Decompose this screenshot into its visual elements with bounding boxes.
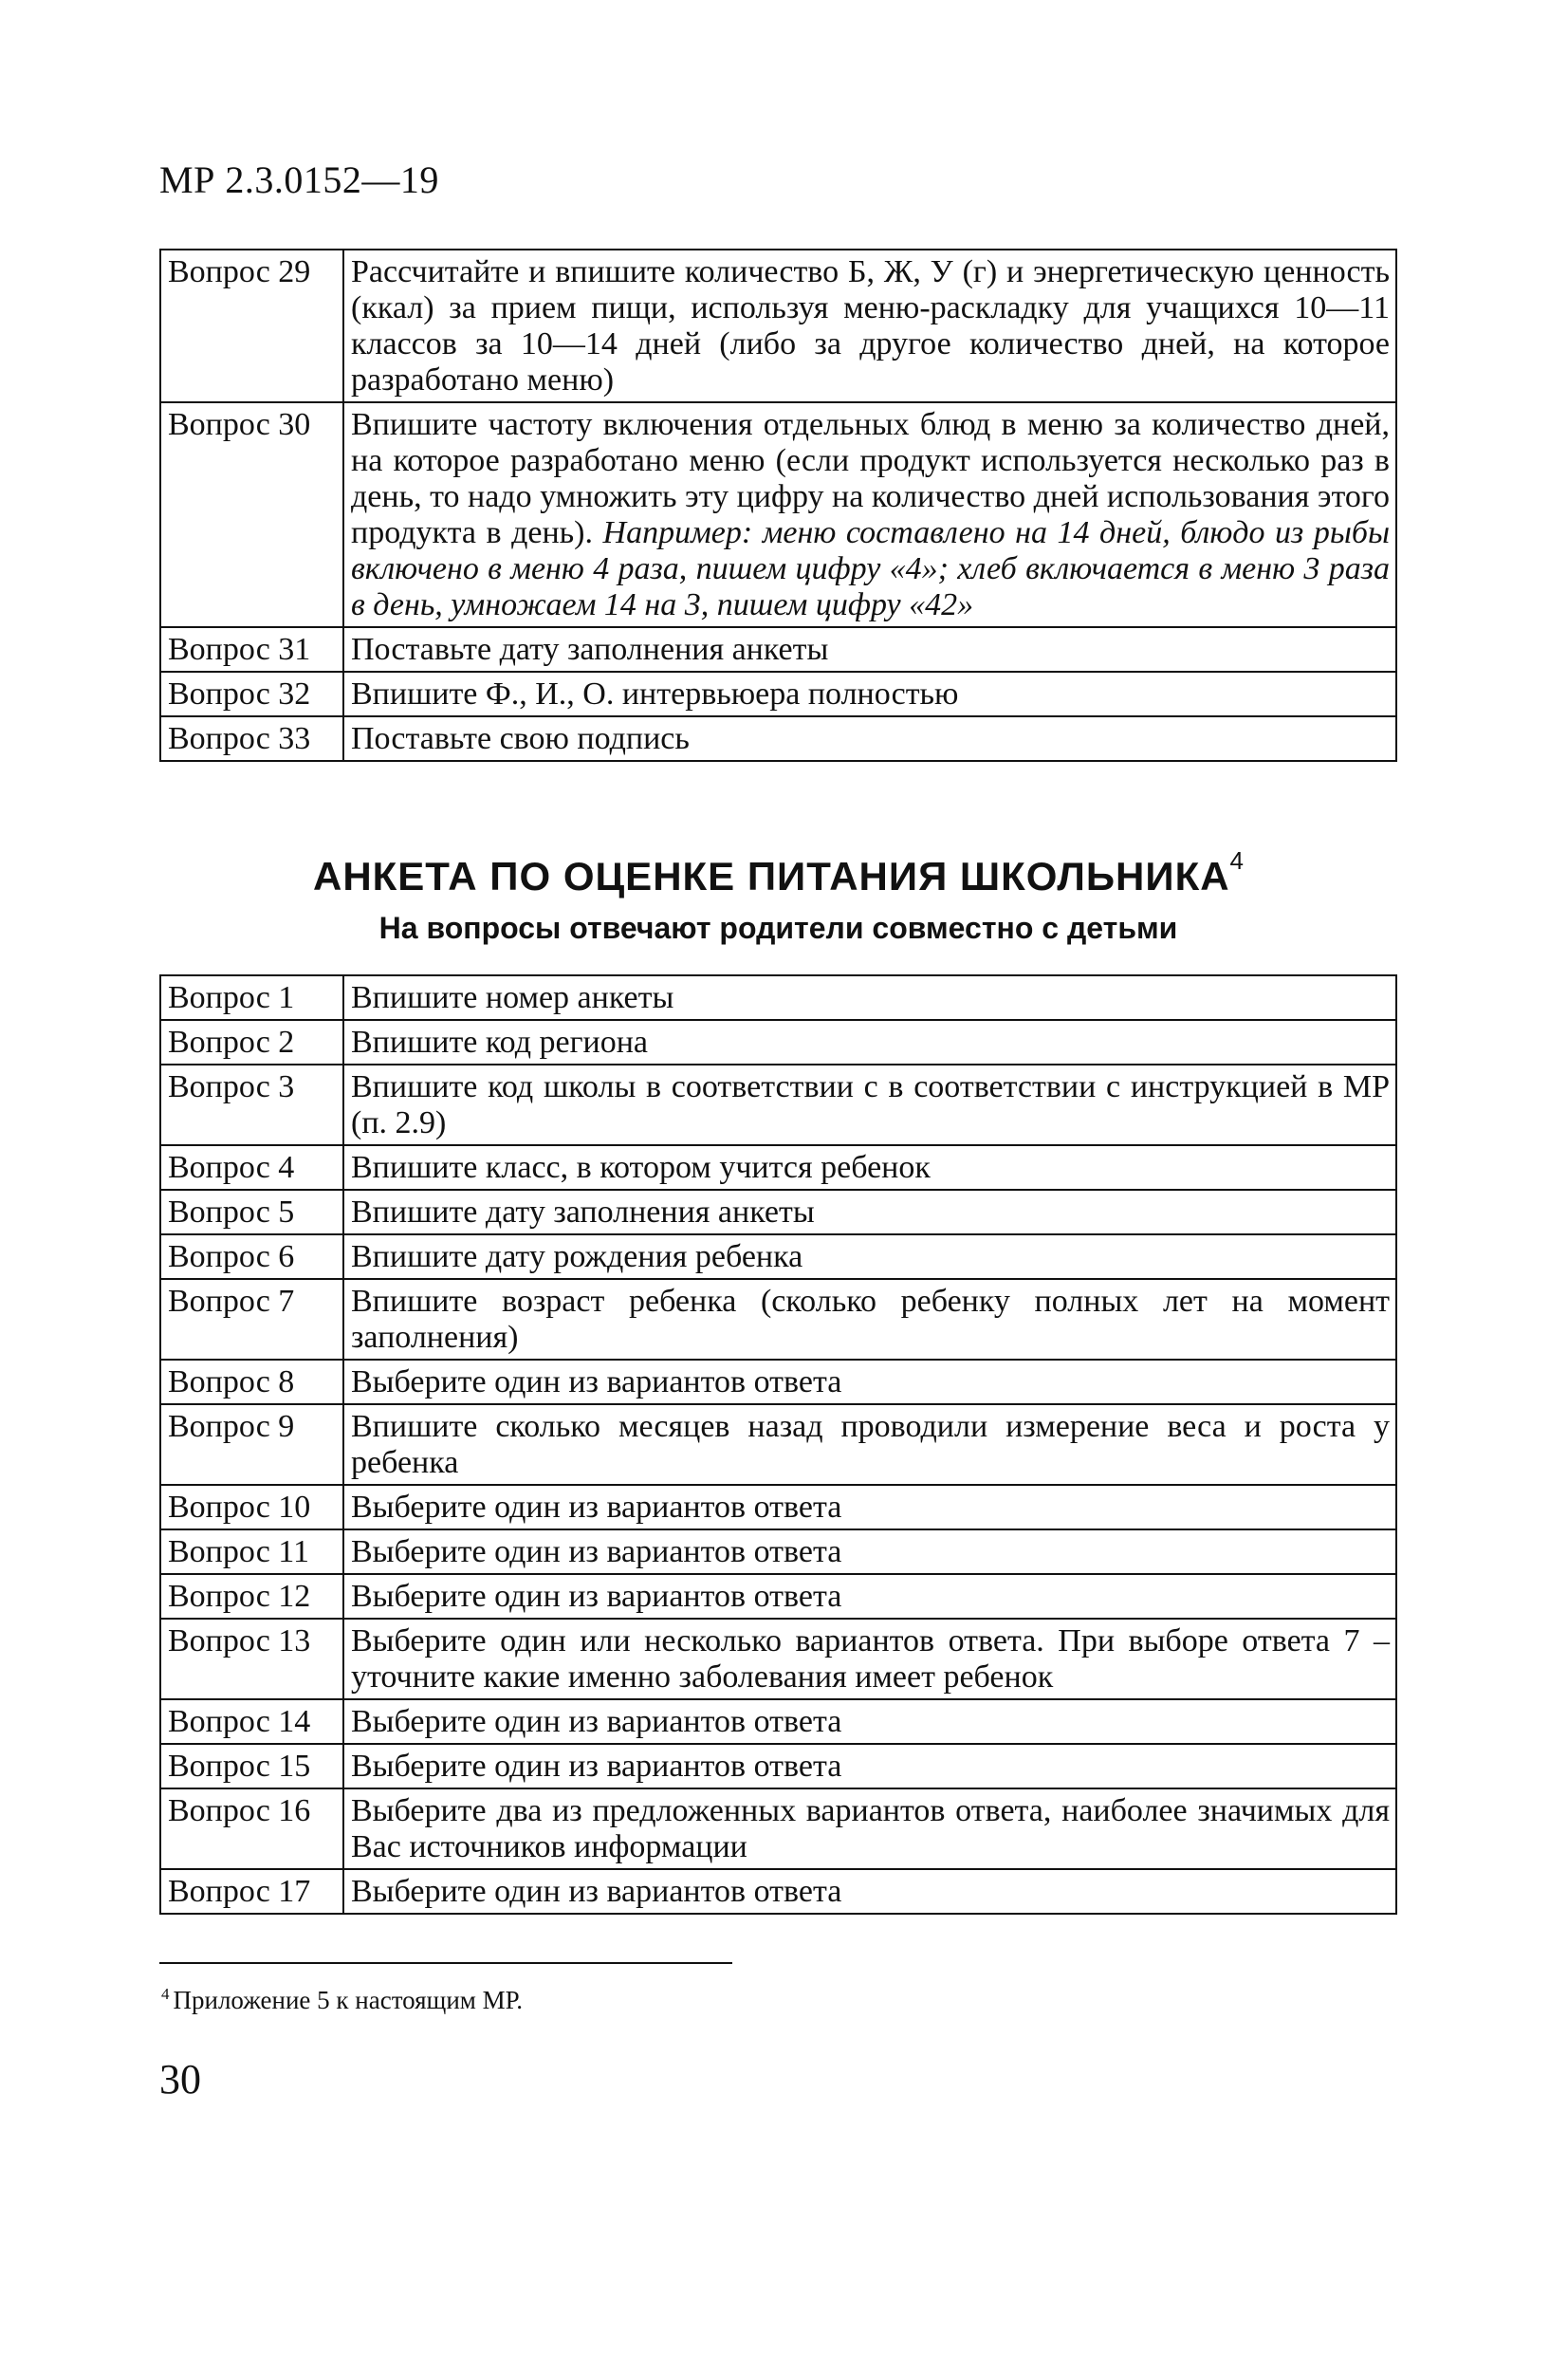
table-row	[160, 1234, 1396, 1279]
question-number-cell: Вопрос 5	[160, 1190, 343, 1234]
question-number-cell: Вопрос 6	[160, 1234, 343, 1279]
question-instruction-cell	[343, 975, 1396, 1020]
question-number-cell: Вопрос 10	[160, 1485, 343, 1529]
pupil-nutrition-questions-table	[159, 974, 1397, 1915]
instruction-text: Выберите один из вариантов ответа	[351, 1749, 842, 1784]
table-row	[160, 1869, 1396, 1914]
instruction-text: Впишите код школы в соответствии с в соответствии с инструкцией в МР (п. 2.9)	[351, 1069, 1390, 1140]
question-instruction-cell	[343, 672, 1396, 716]
table-row	[160, 402, 1396, 627]
instruction-text: Выберите один из вариантов ответа	[351, 1874, 842, 1909]
question-instruction-cell	[343, 402, 1396, 627]
interviewer-questions-table	[159, 249, 1397, 762]
table-row	[160, 1744, 1396, 1788]
table-row	[160, 1065, 1396, 1145]
instruction-text: Впишите класс, в котором учится ребенок	[351, 1150, 931, 1185]
instruction-text: Впишите номер анкеты	[351, 980, 674, 1015]
question-number-cell: Вопрос 9	[160, 1404, 343, 1485]
instruction-text: Выберите один из вариантов ответа	[351, 1534, 842, 1569]
instruction-text: Впишите частоту включения отдельных блюд в меню за количество дней, на которое разработано меню (если продукт используется несколько раз в день, то надо умножить эту цифру на количество дней использования этого продукта в день).	[351, 407, 1390, 550]
section-title-text: АНКЕТА ПО ОЦЕНКЕ ПИТАНИЯ ШКОЛЬНИКА	[312, 854, 1230, 899]
question-instruction-cell	[343, 1404, 1396, 1485]
table-row	[160, 1360, 1396, 1404]
footnote-divider	[159, 1962, 732, 1964]
table-row	[160, 1145, 1396, 1190]
table-row	[160, 1190, 1396, 1234]
question-number-cell: Вопрос 2	[160, 1020, 343, 1065]
question-instruction-cell	[343, 1529, 1396, 1574]
question-number-cell: Вопрос 12	[160, 1574, 343, 1619]
question-number-cell: Вопрос 30	[160, 402, 343, 627]
instruction-text: Впишите код региона	[351, 1025, 649, 1060]
question-instruction-cell	[343, 1065, 1396, 1145]
section-title	[159, 846, 1397, 899]
question-number-cell: Вопрос 33	[160, 716, 343, 761]
question-instruction-cell	[343, 1744, 1396, 1788]
table-row	[160, 1404, 1396, 1485]
table-row	[160, 250, 1396, 402]
instruction-text: Поставьте дату заполнения анкеты	[351, 632, 829, 667]
footnote-mark: 4	[161, 1985, 170, 2003]
question-number-cell: Вопрос 32	[160, 672, 343, 716]
question-number-cell: Вопрос 7	[160, 1279, 343, 1360]
question-instruction-cell	[343, 1279, 1396, 1360]
question-instruction-cell	[343, 1485, 1396, 1529]
table-row	[160, 716, 1396, 761]
table-row	[160, 1485, 1396, 1529]
question-number-cell: Вопрос 8	[160, 1360, 343, 1404]
document-code-header: МР 2.3.0152—19	[159, 158, 439, 201]
question-number-cell: Вопрос 13	[160, 1619, 343, 1699]
question-number-cell: Вопрос 17	[160, 1869, 343, 1914]
instruction-example-text: Например: меню составлено на 14 дней, блюдо из рыбы включено в меню 4 раза, пишем цифру «4»; хлеб включается в меню 3 раза в день, умножаем 14 на 3, пишем цифру «42»	[351, 515, 1390, 622]
question-instruction-cell	[343, 1234, 1396, 1279]
question-number-cell: Вопрос 31	[160, 627, 343, 672]
table-row	[160, 1699, 1396, 1744]
footnote-text: Приложение 5 к настоящим МР.	[173, 1986, 524, 2014]
instruction-text: Впишите возраст ребенка (сколько ребенку полных лет на момент заполнения)	[351, 1284, 1390, 1355]
question-instruction-cell	[343, 1619, 1396, 1699]
table-row	[160, 1619, 1396, 1699]
question-instruction-cell	[343, 1574, 1396, 1619]
instruction-text: Выберите один из вариантов ответа	[351, 1579, 842, 1614]
question-instruction-cell	[343, 1699, 1396, 1744]
question-number-cell: Вопрос 1	[160, 975, 343, 1020]
page-number: 30	[159, 2056, 201, 2103]
instruction-text: Впишите сколько месяцев назад проводили измерение веса и роста у ребенка	[351, 1409, 1390, 1480]
table-row	[160, 1788, 1396, 1869]
question-instruction-cell	[343, 1190, 1396, 1234]
footnote	[161, 1985, 523, 2015]
question-number-cell: Вопрос 4	[160, 1145, 343, 1190]
instruction-text: Рассчитайте и впишите количество Б, Ж, У (г) и энергетическую ценность (ккал) за прием пищи, используя меню-раскладку для учащихся 10—11 классов за 10—14 дней (либо за другое количество дней, на которое разработано меню)	[351, 254, 1390, 398]
question-number-cell: Вопрос 15	[160, 1744, 343, 1788]
table-row	[160, 1020, 1396, 1065]
question-instruction-cell	[343, 250, 1396, 402]
instruction-text: Впишите Ф., И., О. интервьюера полностью	[351, 676, 959, 712]
instruction-text: Выберите два из предложенных вариантов ответа, наиболее значимых для Вас источников информации	[351, 1793, 1390, 1864]
question-instruction-cell	[343, 1020, 1396, 1065]
instruction-text: Впишите дату заполнения анкеты	[351, 1195, 815, 1230]
interviewer-questions-table-body	[160, 250, 1396, 761]
section-title-footnote-mark: 4	[1229, 846, 1245, 875]
table-row	[160, 975, 1396, 1020]
question-instruction-cell	[343, 1360, 1396, 1404]
instruction-text: Выберите один из вариантов ответа	[351, 1490, 842, 1525]
instruction-text: Выберите один из вариантов ответа	[351, 1364, 842, 1399]
question-number-cell: Вопрос 3	[160, 1065, 343, 1145]
section-subtitle: На вопросы отвечают родители совместно с детьми	[378, 911, 1178, 945]
table-row	[160, 672, 1396, 716]
question-instruction-cell	[343, 1869, 1396, 1914]
question-instruction-cell	[343, 627, 1396, 672]
table-row	[160, 1279, 1396, 1360]
pupil-nutrition-questions-table-body	[160, 975, 1396, 1914]
table-row	[160, 627, 1396, 672]
table-row	[160, 1529, 1396, 1574]
question-number-cell: Вопрос 11	[160, 1529, 343, 1574]
question-number-cell: Вопрос 14	[160, 1699, 343, 1744]
instruction-text: Впишите дату рождения ребенка	[351, 1239, 803, 1274]
instruction-text: Поставьте свою подпись	[351, 721, 690, 756]
instruction-text: Выберите один или несколько вариантов ответа. При выборе ответа 7 – уточните какие именно заболевания имеет ребенок	[351, 1623, 1390, 1695]
question-number-cell: Вопрос 29	[160, 250, 343, 402]
instruction-text: Выберите один из вариантов ответа	[351, 1704, 842, 1739]
question-number-cell: Вопрос 16	[160, 1788, 343, 1869]
question-instruction-cell	[343, 716, 1396, 761]
table-row	[160, 1574, 1396, 1619]
question-instruction-cell	[343, 1788, 1396, 1869]
question-instruction-cell	[343, 1145, 1396, 1190]
